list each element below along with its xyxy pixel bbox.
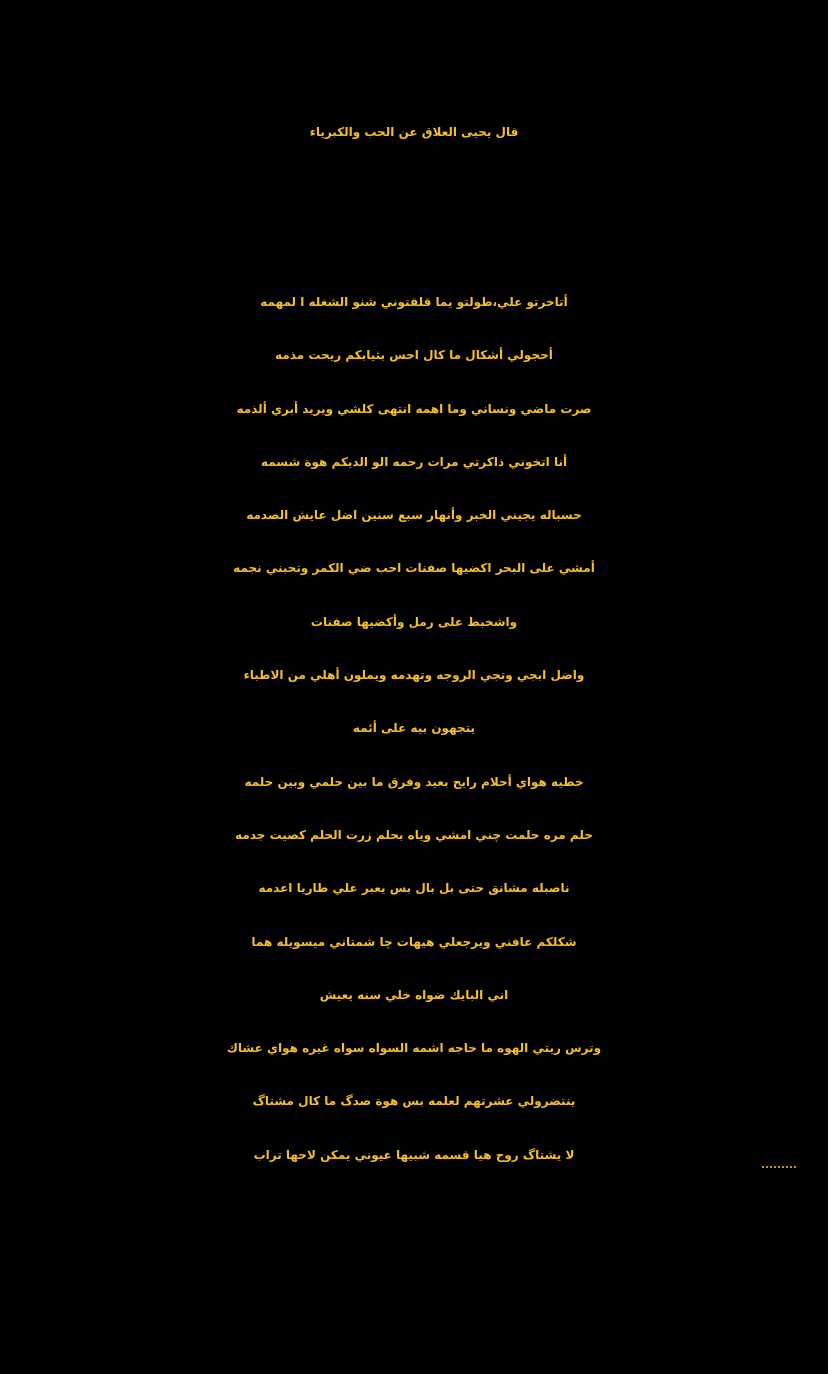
poem-line: حلم مره حلمت چني امشي وياه بحلم زرت الحلم كصيت جدمه	[235, 827, 593, 842]
poem-line: صرت ماضي ونساني وما اهمه انتهى كلشي ويريد أبري ألذمه	[236, 401, 592, 416]
poem-line: اني البايك ضواه خلي سنه يعيش	[319, 987, 509, 1002]
poem-line: شكلكم عافني ويرجعلي هيهات چا شمتاني ميسويله هما	[251, 934, 577, 949]
poem-line: أحجولي أشكال ما كال احس بثيابكم ريحت مذمه	[275, 348, 553, 363]
poem-line: أنا اتخوني ذاكرتي مرات رحمه الو الديكم هوة شسمه	[260, 454, 568, 469]
poem-line: ينتضرولي عشرتهم لعلمه بس هوة صدگ ما كال مشتاگ	[252, 1094, 576, 1109]
poem-line: ناصبله مشانق حتى بل بال بس يعبر علي طاريا اعدمه	[258, 881, 570, 896]
poem-line: واشخبط على رمل وأكضيها صفنات	[310, 614, 518, 629]
poem-title: قال يحيى العلاق عن الحب والكبرياء	[309, 125, 519, 139]
poem-line: حسباله يجيني الخبر وأنهار سبع سنين اضل عايش الصدمه	[246, 508, 582, 523]
poem-line: واضل ابجي وتجي الروجه وتهدمه ويملون أهلي من الاطباء	[243, 668, 585, 683]
dotted-mark	[762, 1166, 796, 1171]
poem-line: وترس ريتي الهوه ما حاجه اشمه السواه سواه غيره هواي عشاك	[226, 1041, 602, 1056]
poem-line: يتجهون بيه على أئمه	[352, 721, 476, 736]
poem-body	[0, 276, 828, 1182]
poem-line: أمشي على البحر اكضيها صفنات احب ضي الكمر وتحبني نجمه	[233, 561, 595, 576]
poem-line: لا يشتاگ روح هيا قسمه شبيها عيوني يمكن لاحها تراب	[253, 1147, 575, 1162]
poem-line: خطيه هواي أحلام رايح بعيد وفرق ما بين حلمي وبين حلمه	[244, 774, 584, 789]
poem-line: أتاخرتو علي،طولتو يما قلقتوني شنو الشغله ا لمهمه	[260, 295, 568, 309]
